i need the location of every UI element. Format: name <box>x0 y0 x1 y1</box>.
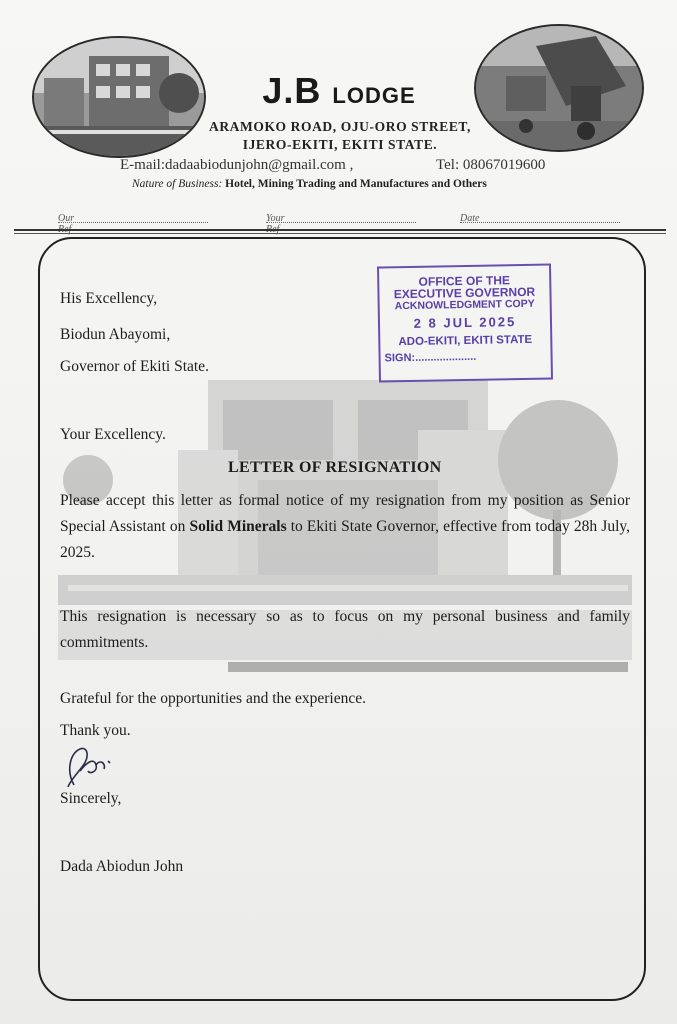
nature-value: Hotel, Mining Trading and Manufactures and Others <box>225 178 487 190</box>
stamp-line-2: EXECUTIVE GOVERNOR <box>393 284 536 302</box>
salutation: Your Excellency. <box>60 426 166 443</box>
paragraph-1-a: Please accept this letter as formal notice of my resignation from my position as Senior Special Assistant on <box>60 492 630 535</box>
stamp-line-3: ACKNOWLEDGMENT COPY <box>394 297 535 313</box>
paragraph-3: Grateful for the opportunities and the experience. <box>60 690 367 707</box>
paragraph-1 <box>60 488 630 566</box>
nature-label: Nature of Business: <box>132 178 223 190</box>
header-rule <box>14 229 666 231</box>
email-text: E-mail:dadaabiodunjohn@gmail.com , <box>120 157 354 173</box>
brand-name <box>206 70 472 112</box>
brand-main: J.B <box>262 70 322 111</box>
recipient-line-2: Biodun Abayomi, <box>60 326 171 343</box>
letter-title: LETTER OF RESIGNATION <box>228 459 442 476</box>
date-label: Date <box>460 213 480 224</box>
header-rule-thin <box>14 233 666 234</box>
signatory-name: Dada Abiodun John <box>60 858 184 875</box>
stamp-line-1: OFFICE OF THE <box>418 273 511 289</box>
recipient-line-3: Governor of Ekiti State. <box>60 358 209 375</box>
address-line-2: IJERO-EKITI, EKITI STATE. <box>242 137 438 152</box>
brand-sub: LODGE <box>332 83 416 108</box>
recipient-line-1: His Excellency, <box>60 290 158 307</box>
closing-text: Sincerely, <box>60 790 122 807</box>
stamp-date: 2 8 JUL 2025 <box>413 314 517 331</box>
address-line-1: ARAMOKO ROAD, OJU-ORO STREET, <box>208 119 472 134</box>
your-ref-label: Your <box>266 213 285 224</box>
acknowledgment-stamp <box>377 263 553 382</box>
nature-of-business <box>132 178 487 190</box>
paragraph-1-b: to Ekiti State Governor, effective from today 28h July, 2025. <box>60 518 631 561</box>
paragraph-1-bold: Solid Minerals <box>189 518 287 535</box>
stamp-line-5: ADO-EKITI, EKITI STATE <box>398 333 533 349</box>
thanks-text: Thank you. <box>60 722 131 739</box>
our-ref-label: Our <box>58 213 75 224</box>
telephone-text: Tel: 08067019600 <box>436 157 546 173</box>
reference-line <box>58 213 658 229</box>
signature-mark <box>60 741 120 791</box>
stamp-sign: SIGN:.................... <box>384 350 477 365</box>
paragraph-2: This resignation is necessary so as to focus on my personal business and family commitments. <box>60 608 630 651</box>
